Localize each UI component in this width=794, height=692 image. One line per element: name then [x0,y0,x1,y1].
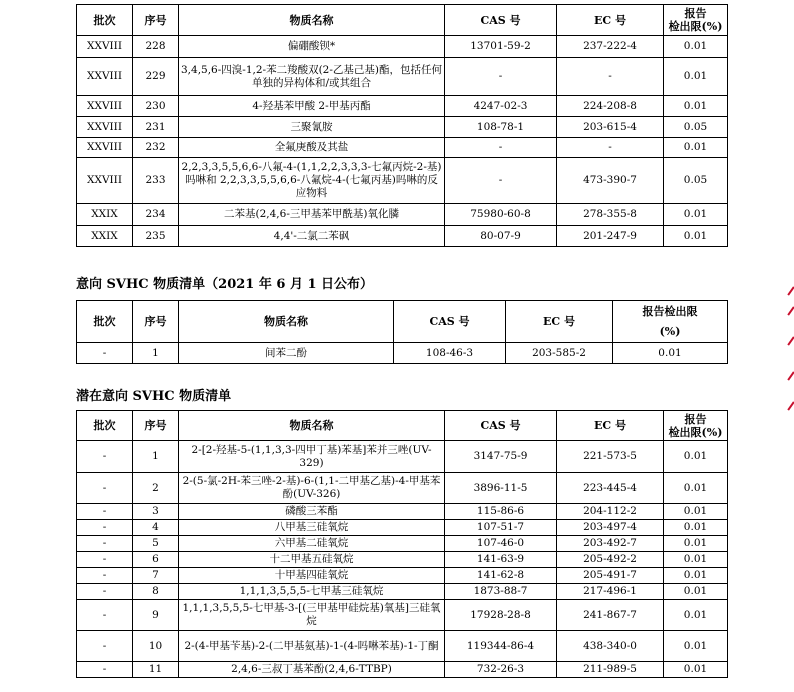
cell-limit: 0.01 [664,600,728,631]
cell-batch: XXIX [77,204,133,226]
header-cas: CAS 号 [445,5,557,36]
cell-number: 4 [133,520,179,536]
cell-substance-name: 1,1,1,3,5,5,5-七甲基-3-[(三甲基甲硅烷基)氧基]三硅氧烷 [179,600,445,631]
header-limit: 报告 检出限(%) [664,5,728,36]
cell-limit: 0.01 [664,662,728,678]
cell-substance-name: 4,4'-二氯二苯砜 [179,226,445,247]
cell-cas: - [445,58,557,96]
cell-cas: 1873-88-7 [445,584,557,600]
cell-batch: XXVIII [77,36,133,58]
cell-number: 5 [133,536,179,552]
cell-batch: - [77,504,133,520]
header-number: 序号 [133,411,179,441]
section-title-intent-svhc: 意向 SVHC 物质清单（2021 年 6 月 1 日公布） [76,277,374,292]
cell-substance-name: 2,4,6-三叔丁基苯酚(2,4,6-TTBP) [179,662,445,678]
cell-ec: 224-208-8 [557,96,664,117]
cell-ec: 237-222-4 [557,36,664,58]
cell-batch: - [77,520,133,536]
cell-limit: 0.01 [664,584,728,600]
header-substance-name: 物质名称 [179,5,445,36]
cell-cas: 80-07-9 [445,226,557,247]
svhc-table-2 [76,300,728,364]
cell-cas: 108-46-3 [394,343,506,364]
cell-limit: 0.01 [664,568,728,584]
cell-number: 1 [133,343,179,364]
table-row [77,600,728,631]
table-header-row [77,301,728,343]
cell-ec: 203-585-2 [506,343,613,364]
cell-ec: 204-112-2 [557,504,664,520]
table-row [77,473,728,504]
table-row [77,204,728,226]
cell-ec: 221-573-5 [557,441,664,473]
header-ec: EC 号 [506,301,613,343]
table-row [77,584,728,600]
cell-number: 6 [133,552,179,568]
cell-substance-name: 4-羟基苯甲酸 2-甲基丙酯 [179,96,445,117]
table-row [77,662,728,678]
header-substance-name: 物质名称 [179,301,394,343]
cell-batch: XXVIII [77,96,133,117]
cell-cas: 141-62-8 [445,568,557,584]
cell-batch: - [77,600,133,631]
header-number: 序号 [133,301,179,343]
cell-batch: - [77,441,133,473]
cell-ec: - [557,138,664,158]
table-row [77,58,728,96]
cell-number: 7 [133,568,179,584]
cell-substance-name: 1,1,1,3,5,5,5-七甲基三硅氧烷 [179,584,445,600]
header-cas: CAS 号 [445,411,557,441]
cell-ec: - [557,58,664,96]
header-limit: 报告检出限 (%) [613,301,728,343]
cell-limit: 0.05 [664,117,728,138]
cell-substance-name: 3,4,5,6-四溴-1,2-苯二羧酸双(2-乙基己基)酯，包括任何单独的异构体和/或其组合 [179,58,445,96]
cell-ec: 205-491-7 [557,568,664,584]
cell-substance-name: 三聚氰胺 [179,117,445,138]
cell-limit: 0.01 [664,520,728,536]
cell-batch: - [77,631,133,662]
cell-limit: 0.05 [664,158,728,204]
cell-number: 8 [133,584,179,600]
cell-cas: - [445,138,557,158]
cell-number: 2 [133,473,179,504]
cell-batch: - [77,552,133,568]
cell-cas: - [445,158,557,204]
cell-substance-name: 二苯基(2,4,6-三甲基苯甲酰基)氧化膦 [179,204,445,226]
cell-limit: 0.01 [613,343,728,364]
cell-ec: 278-355-8 [557,204,664,226]
cell-substance-name: 间苯二酚 [179,343,394,364]
cell-batch: - [77,536,133,552]
cell-number: 230 [133,96,179,117]
table-row [77,568,728,584]
header-ec: EC 号 [557,411,664,441]
table-row [77,343,728,364]
cell-cas: 3147-75-9 [445,441,557,473]
cell-batch: XXVIII [77,138,133,158]
cell-cas: 13701-59-2 [445,36,557,58]
cell-ec: 201-247-9 [557,226,664,247]
cell-ec: 223-445-4 [557,473,664,504]
table-body [77,441,728,678]
header-batch: 批次 [77,301,133,343]
table-header-row [77,411,728,441]
table-header-row [77,5,728,36]
cell-limit: 0.01 [664,504,728,520]
header-substance-name: 物质名称 [179,411,445,441]
section-title-potential-intent-svhc: 潜在意向 SVHC 物质清单 [76,389,232,404]
cell-ec: 217-496-1 [557,584,664,600]
cell-cas: 119344-86-4 [445,631,557,662]
table-row [77,36,728,58]
table-row [77,117,728,138]
cell-ec: 203-497-4 [557,520,664,536]
cell-substance-name: 2,2,3,3,5,5,6,6-八氟-4-(1,1,2,2,3,3,3-七氟丙烷-2-基)吗啉和 2,2,3,3,5,5,6,6-八氟烷-4-(七氟丙基)吗啉的反应物料 [179,158,445,204]
cell-limit: 0.01 [664,536,728,552]
cell-batch: - [77,568,133,584]
red-seal-fragment [782,280,794,420]
cell-substance-name: 磷酸三苯酯 [179,504,445,520]
cell-batch: XXVIII [77,117,133,138]
cell-ec: 205-492-2 [557,552,664,568]
table-row [77,226,728,247]
cell-substance-name: 全氟庚酸及其盐 [179,138,445,158]
cell-cas: 107-46-0 [445,536,557,552]
table-row [77,631,728,662]
cell-substance-name: 2-(5-氯-2H-苯三唑-2-基)-6-(1,1-二甲基乙基)-4-甲基苯酚(UV-326) [179,473,445,504]
cell-cas: 108-78-1 [445,117,557,138]
cell-cas: 141-63-9 [445,552,557,568]
cell-batch: - [77,584,133,600]
cell-substance-name: 2-[2-羟基-5-(1,1,3,3-四甲丁基)苯基]苯并三唑(UV-329) [179,441,445,473]
header-number: 序号 [133,5,179,36]
cell-number: 1 [133,441,179,473]
cell-cas: 17928-28-8 [445,600,557,631]
cell-batch: XXIX [77,226,133,247]
cell-cas: 107-51-7 [445,520,557,536]
header-ec: EC 号 [557,5,664,36]
table-row [77,158,728,204]
cell-number: 232 [133,138,179,158]
table-row [77,504,728,520]
table-body [77,343,728,364]
cell-number: 11 [133,662,179,678]
cell-limit: 0.01 [664,36,728,58]
cell-cas: 75980-60-8 [445,204,557,226]
cell-ec: 438-340-0 [557,631,664,662]
table-row [77,520,728,536]
cell-number: 10 [133,631,179,662]
cell-number: 3 [133,504,179,520]
cell-batch: - [77,662,133,678]
cell-cas: 4247-02-3 [445,96,557,117]
cell-limit: 0.01 [664,96,728,117]
table-row [77,441,728,473]
cell-ec: 241-867-7 [557,600,664,631]
cell-limit: 0.01 [664,58,728,96]
header-cas: CAS 号 [394,301,506,343]
header-batch: 批次 [77,411,133,441]
header-limit: 报告 检出限(%) [664,411,728,441]
table-row [77,536,728,552]
table-row [77,96,728,117]
cell-limit: 0.01 [664,441,728,473]
cell-limit: 0.01 [664,226,728,247]
cell-substance-name: 六甲基二硅氧烷 [179,536,445,552]
table-body [77,36,728,247]
table-row [77,138,728,158]
cell-substance-name: 十二甲基五硅氧烷 [179,552,445,568]
svhc-table-1 [76,4,728,247]
cell-batch: - [77,473,133,504]
cell-number: 235 [133,226,179,247]
cell-limit: 0.01 [664,138,728,158]
cell-number: 9 [133,600,179,631]
cell-number: 229 [133,58,179,96]
cell-limit: 0.01 [664,552,728,568]
cell-cas: 115-86-6 [445,504,557,520]
cell-ec: 211-989-5 [557,662,664,678]
cell-substance-name: 十甲基四硅氧烷 [179,568,445,584]
cell-cas: 3896-11-5 [445,473,557,504]
cell-limit: 0.01 [664,631,728,662]
cell-batch: - [77,343,133,364]
cell-number: 233 [133,158,179,204]
cell-substance-name: 八甲基三硅氧烷 [179,520,445,536]
cell-substance-name: 2-(4-甲基苄基)-2-(二甲基氨基)-1-(4-吗啉苯基)-1-丁酮 [179,631,445,662]
cell-limit: 0.01 [664,204,728,226]
svhc-table-3 [76,410,728,678]
cell-ec: 203-492-7 [557,536,664,552]
header-batch: 批次 [77,5,133,36]
cell-batch: XXVIII [77,58,133,96]
cell-ec: 473-390-7 [557,158,664,204]
cell-substance-name: 偏硼酸钡* [179,36,445,58]
cell-number: 228 [133,36,179,58]
cell-batch: XXVIII [77,158,133,204]
cell-ec: 203-615-4 [557,117,664,138]
cell-number: 234 [133,204,179,226]
cell-cas: 732-26-3 [445,662,557,678]
cell-number: 231 [133,117,179,138]
table-row [77,552,728,568]
cell-limit: 0.01 [664,473,728,504]
